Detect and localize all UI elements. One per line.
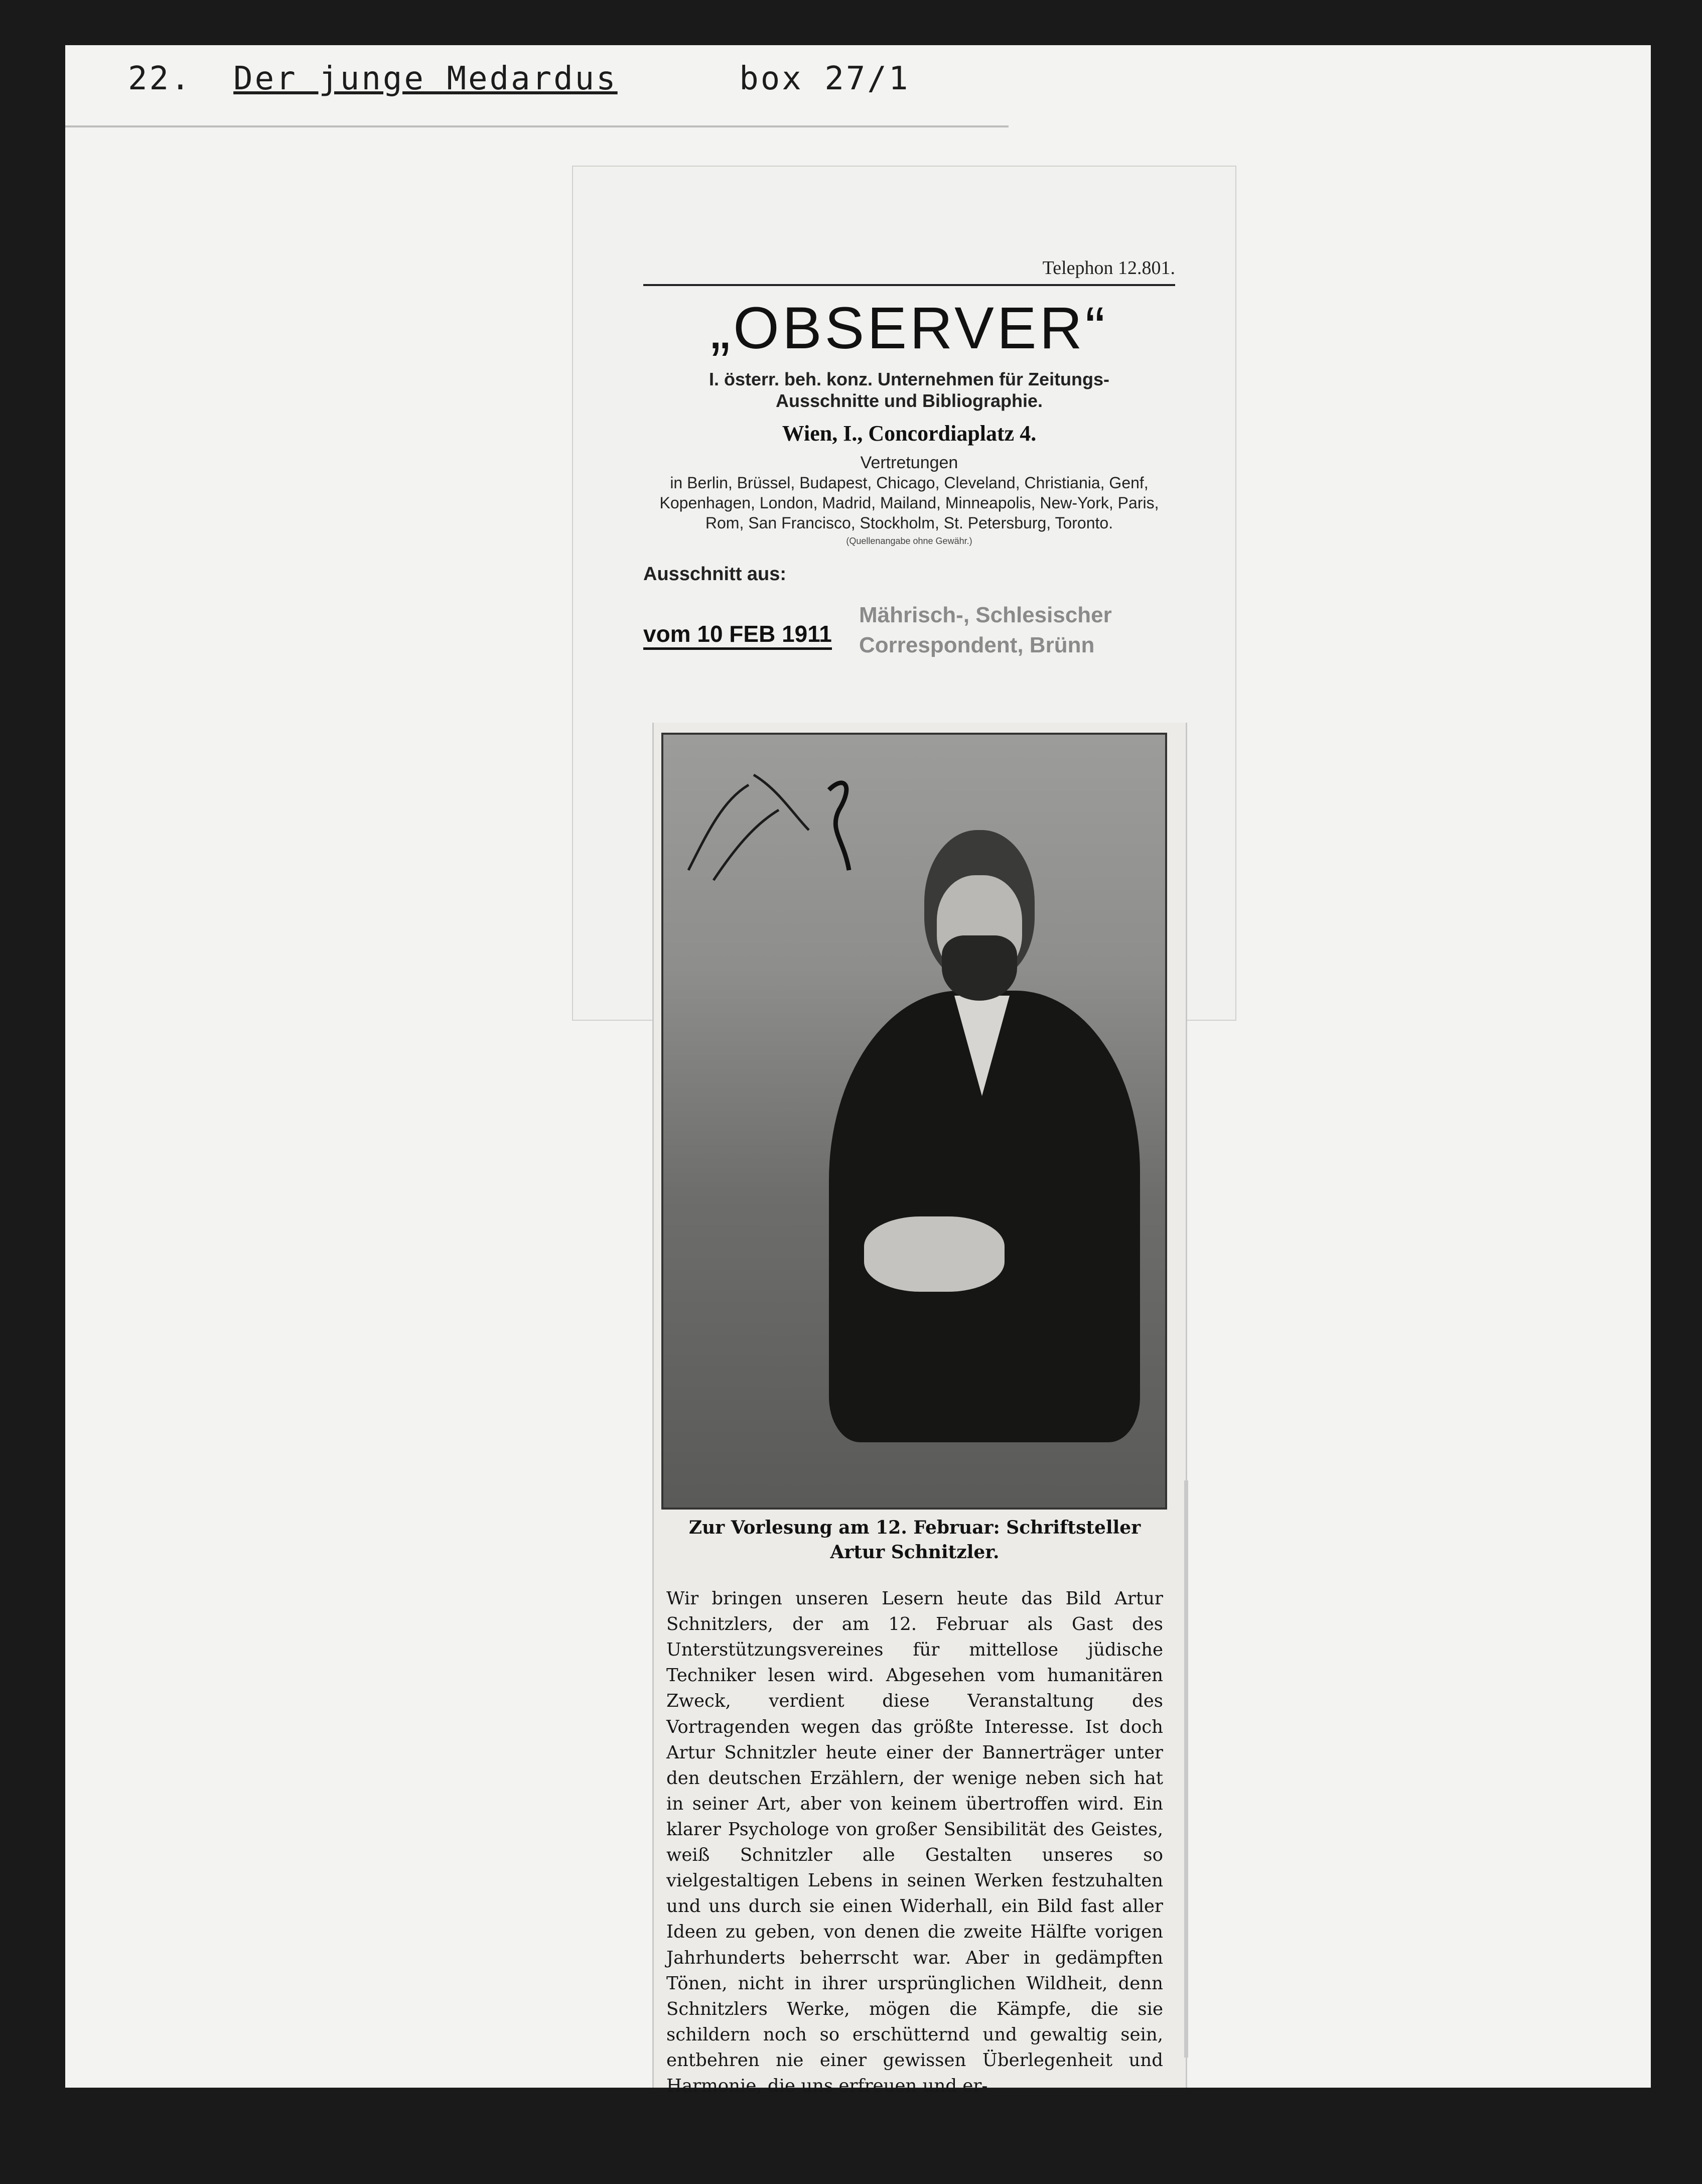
sheet-fold-line [1184,1480,1188,2058]
newspaper-stamp [859,600,1112,660]
ausschnitt-label: Ausschnitt aus: [643,564,787,585]
tagline-line-1: I. österr. beh. konz. Unternehmen für Zeitungs- [708,368,1110,389]
folder-number: 22. [128,60,192,97]
folder-header [128,60,910,97]
vertretungen-label: Vertretungen [860,453,958,473]
tagline [643,368,1175,412]
telephone-number: Telephon 12.801. [643,257,1175,286]
header-rule [65,125,1009,127]
portrait-beard [942,935,1017,1001]
cities-list: in Berlin, Brüssel, Budapest, Chicago, Cleveland, Christiania, Genf, Kopenhagen, London, Madrid, Mailand, Minneapolis, New-York, Paris, Rom, San Francisco, Stockholm, St. Petersburg, Toronto. [659,474,1159,532]
tagline-line-2: Ausschnitte und Bibliographie. [775,390,1043,411]
newspaper-stamp-line-1: Mährisch-, Schlesischer [859,603,1112,628]
folder-title: Der junge Medardus [233,60,618,97]
newspaper-stamp-line-2: Correspondent, Brünn [859,632,1095,657]
stamp-row [643,595,1175,670]
date-stamp: vom 10 FEB 1911 [643,620,832,650]
photo-caption: Zur Vorlesung am 12. Februar: Schriftsteller Artur Schnitzler. [688,1517,1141,1563]
portrait-hands [864,1216,1005,1292]
article-body: Wir bringen unseren Lesern heute das Bild Artur Schnitzlers, der am 12. Februar als Gast des Unterstützungsvereines für mittellose jüdische Techniker lesen wird. Abgesehen vom humanitären Zweck, verdient diese Veranstaltung des Vortragenden wegen das größte Interesse. Ist doch Artur Schnitzler heute einer der Bannerträger unter den deutschen Erzählern, der wenige neben sich hat in seiner Art, aber von keinem übertroffen wird. Ein klarer Psychologe von großer Sensibilität des Geistes, weiß Schnitzler alle Gestalten unseres so vielgestaltigen Lebens in seinen Werken festzuhalten und uns durch sie einen Widerhall, ein Bild fast aller Ideen zu geben, von denen die zweite Hälfte vorigen Jahrhunderts beherrscht war. Aber in gedämpften Tönen, nicht in ihrer ursprünglichen Wildheit, denn Schnitzlers Werke, mögen die Kämpfe, die sie schildern noch so erschütternd und gewaltig sein, entbehren nie einer gewissen Überlegenheit und Harmonie, die uns erfreuen und er- [666,1588,1163,2097]
portrait-photo [661,733,1167,1510]
observer-brand: „OBSERVER“ [710,295,1108,361]
newspaper-column [652,723,1187,2097]
fineprint: (Quellenangabe ohne Gewähr.) [846,536,972,547]
box-label: box 27/1 [739,60,910,97]
handwritten-signature [678,755,889,905]
address: Wien, I., Concordiaplatz 4. [782,421,1037,446]
observer-header [643,257,1175,670]
